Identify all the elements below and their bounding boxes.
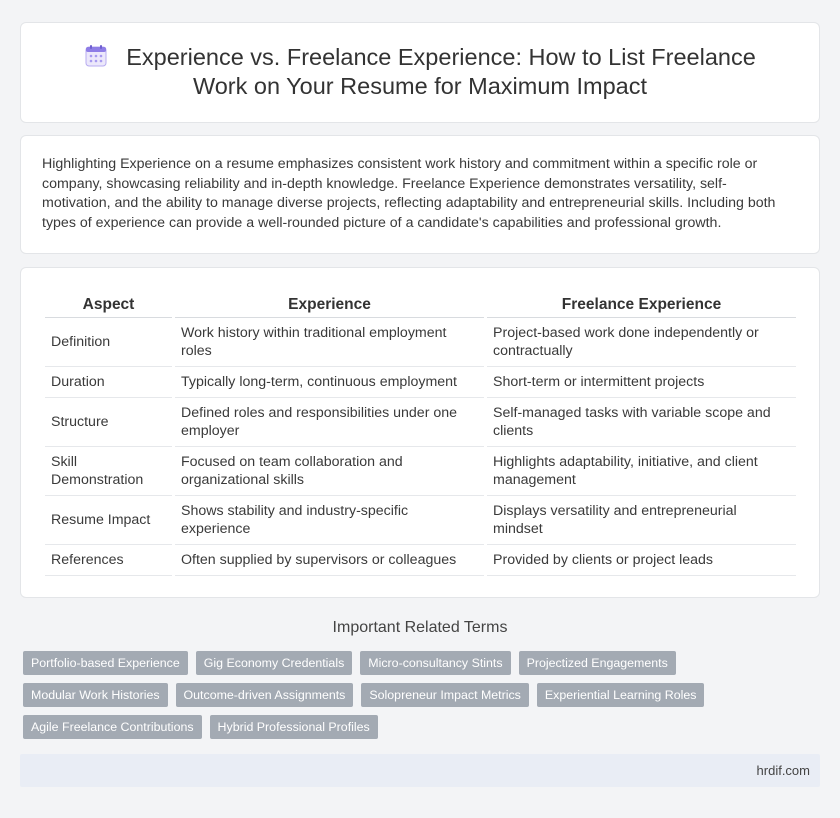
aspect-cell: Duration xyxy=(45,367,172,398)
table-header-row xyxy=(45,295,796,318)
freelance-cell: Project-based work done independently or contractually xyxy=(487,318,796,367)
experience-cell: Work history within traditional employment roles xyxy=(175,318,484,367)
freelance-cell: Short-term or intermittent projects xyxy=(487,367,796,398)
related-terms-heading: Important Related Terms xyxy=(332,619,508,636)
table-row xyxy=(45,318,796,367)
title-card xyxy=(20,22,820,123)
related-terms-list xyxy=(23,651,823,739)
experience-cell: Focused on team collaboration and organizational skills xyxy=(175,447,484,496)
aspect-cell: Resume Impact xyxy=(45,496,172,545)
aspect-cell: Skill Demonstration xyxy=(45,447,172,496)
aspect-cell: References xyxy=(45,545,172,576)
related-term-tag[interactable]: Portfolio-based Experience xyxy=(23,651,188,675)
calendar-icon xyxy=(84,44,108,68)
table-row xyxy=(45,447,796,496)
page-title xyxy=(21,43,819,101)
footer xyxy=(20,754,820,787)
related-term-tag[interactable]: Projectized Engagements xyxy=(519,651,676,675)
experience-cell: Shows stability and industry-specific experience xyxy=(175,496,484,545)
related-term-tag[interactable]: Gig Economy Credentials xyxy=(196,651,353,675)
aspect-cell: Structure xyxy=(45,398,172,447)
table-row xyxy=(45,545,796,576)
experience-cell: Defined roles and responsibilities under one employer xyxy=(175,398,484,447)
header-freelance-experience: Freelance Experience xyxy=(487,295,796,318)
related-term-tag[interactable]: Outcome-driven Assignments xyxy=(176,683,354,707)
freelance-cell: Self-managed tasks with variable scope and clients xyxy=(487,398,796,447)
table-row xyxy=(45,496,796,545)
related-term-tag[interactable]: Micro-consultancy Stints xyxy=(360,651,510,675)
freelance-cell: Highlights adaptability, initiative, and client management xyxy=(487,447,796,496)
footer-site-link[interactable]: hrdif.com xyxy=(756,763,810,778)
experience-cell: Typically long-term, continuous employment xyxy=(175,367,484,398)
experience-cell: Often supplied by supervisors or colleagues xyxy=(175,545,484,576)
intro-paragraph: Highlighting Experience on a resume emphasizes consistent work history and commitment within a specific role or company, showcasing reliability and in-depth knowledge. Freelance Experience demonstrates versatility, self-motivation, and the ability to manage diverse projects, reflecting adaptability and entrepreneurial skills. Including both types of experience can provide a well-rounded picture of a candidate's capabilities and professional growth. xyxy=(42,156,776,231)
aspect-cell: Definition xyxy=(45,318,172,367)
intro-card xyxy=(20,135,820,254)
related-term-tag[interactable]: Agile Freelance Contributions xyxy=(23,715,202,739)
page-title-text: Experience vs. Freelance Experience: How to List Freelance Work on Your Resume for Maximum Impact xyxy=(126,44,756,99)
related-term-tag[interactable]: Modular Work Histories xyxy=(23,683,168,707)
related-term-tag[interactable]: Experiential Learning Roles xyxy=(537,683,705,707)
table-row xyxy=(45,398,796,447)
table-row xyxy=(45,367,796,398)
comparison-card xyxy=(20,267,820,598)
freelance-cell: Displays versatility and entrepreneurial mindset xyxy=(487,496,796,545)
related-term-tag[interactable]: Solopreneur Impact Metrics xyxy=(361,683,529,707)
comparison-table xyxy=(42,295,799,576)
header-experience: Experience xyxy=(175,295,484,318)
related-term-tag[interactable]: Hybrid Professional Profiles xyxy=(210,715,378,739)
header-aspect: Aspect xyxy=(45,295,172,318)
freelance-cell: Provided by clients or project leads xyxy=(487,545,796,576)
